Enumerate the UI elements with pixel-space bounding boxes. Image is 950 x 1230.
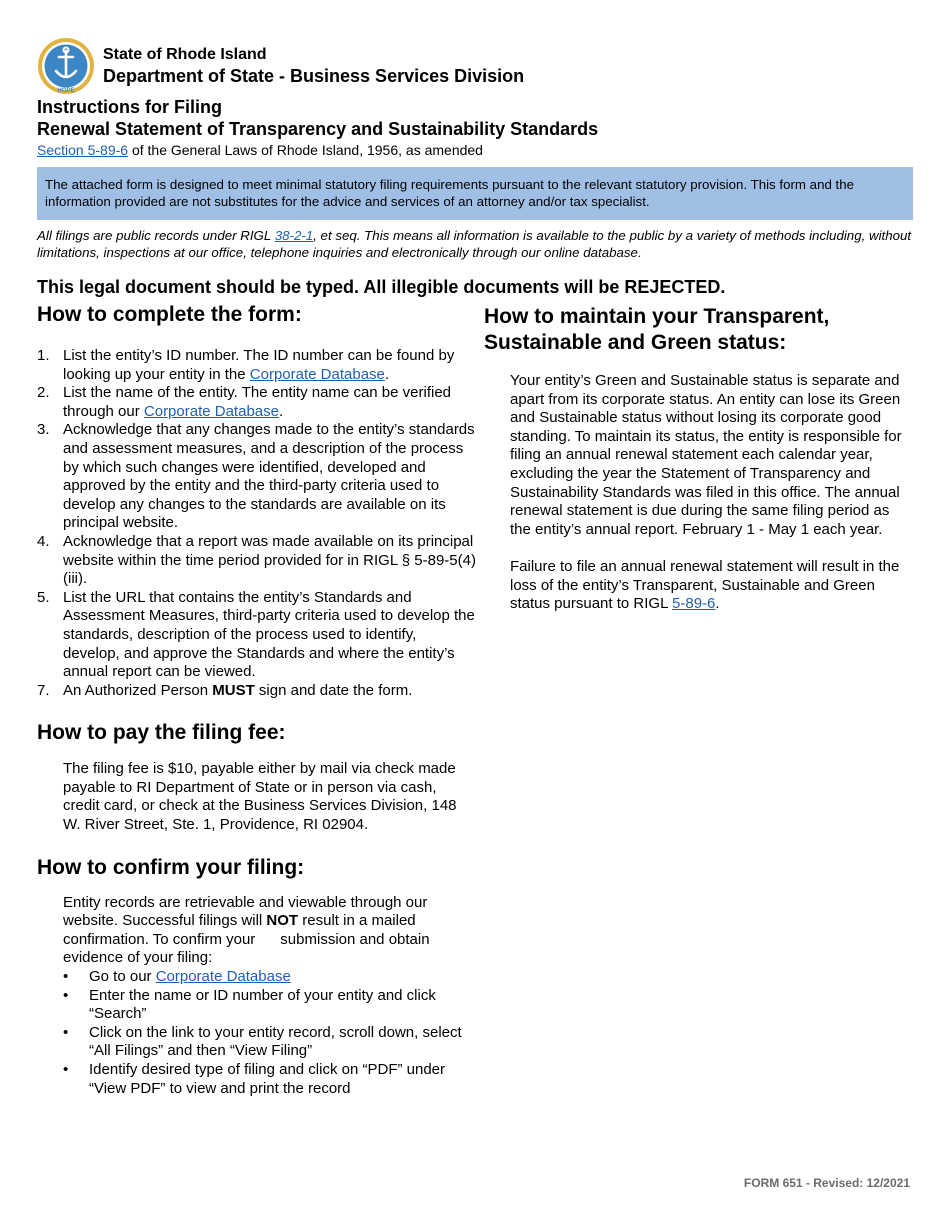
right-column (484, 304, 914, 614)
instructions-title: Instructions for Filing (37, 97, 222, 117)
public-records-note (37, 227, 913, 261)
step-item (37, 384, 477, 421)
confirm-intro (37, 894, 477, 968)
form-footer: FORM 651 - Revised: 12/2021 (743, 1176, 910, 1190)
rigl-5-89-6-link[interactable]: 5-89-6 (672, 595, 716, 613)
confirm-intro-after: result in a mailed confirmation. To confirm your submission and obtain evidence of your filing: (63, 912, 434, 967)
page-header (37, 37, 524, 95)
corporate-database-link[interactable]: Corporate Database (249, 365, 385, 383)
step-number: 1. (37, 347, 50, 364)
rhode-island-seal-icon (37, 37, 95, 95)
maintain-paragraph-2 (484, 558, 914, 614)
step-number: 4. (37, 532, 50, 550)
corporate-database-link[interactable]: Corporate Database (143, 402, 279, 420)
list-item (63, 968, 477, 987)
confirm-steps (37, 968, 477, 1098)
corporate-database-link[interactable]: Corporate Database (155, 968, 291, 986)
step-item (37, 421, 477, 533)
not-emphasis: NOT (266, 912, 299, 930)
step-text: List the name of the entity. The entity name can be verified through our (63, 384, 452, 420)
list-item (63, 1061, 477, 1098)
section-link[interactable]: Section 5-89-6 (37, 142, 129, 158)
step-number: 5. (37, 588, 50, 606)
state-name: State of Rhode Island (103, 46, 267, 63)
bullet: • (63, 1061, 69, 1078)
step-text: Acknowledge that a report was made available on its principal website within the time period provided for in RIGL § 5-89-5(4)(iii). (63, 532, 476, 588)
step-text-end: sign and date the form. (254, 681, 413, 699)
step-number: 3. (37, 421, 50, 439)
step-text-end: . (278, 402, 284, 420)
bullet: • (63, 968, 69, 986)
statute-line (37, 141, 598, 159)
step-text: List the entity’s ID number. The ID number can be found by looking up your entity in the (63, 347, 455, 383)
step-item (37, 682, 477, 701)
step-text-end: . (384, 365, 390, 383)
confirm-heading: How to confirm your filing: (37, 855, 305, 879)
seal-word: HOPE (57, 88, 75, 94)
complete-steps (37, 347, 477, 700)
step-number: 2. (37, 384, 50, 402)
step-number: 7. (37, 681, 50, 699)
legal-warning: This legal document should be typed. All illegible documents will be REJECTED. (37, 277, 726, 297)
form-title: Renewal Statement of Transparency and Sustainability Standards (37, 119, 599, 139)
pay-text: The filing fee is $10, payable either by mail via check made payable to RI Department of State or in person via cash, credit card, or check at the Business Services Division, 148 W. River Street, Ste. 1, Providence, RI 02904. (63, 760, 457, 834)
step-item (37, 533, 477, 589)
rigl-38-2-1-link[interactable]: 38-2-1 (274, 228, 314, 243)
step-item (37, 347, 477, 384)
public-records-after: , et seq. This means all information is available to the public by a variety of methods including, without limitations, inspections at our office, telephone inquiries and electronically through our online database. (37, 228, 912, 260)
bullet-text: Go to our (89, 968, 156, 986)
bullet-text: Click on the link to your entity record, scroll down, select “All Filings” and then “View Filing” (89, 1023, 462, 1060)
department-name: Department of State - Business Services Division (103, 66, 525, 86)
bullet: • (63, 986, 69, 1004)
statute-rest: of the General Laws of Rhode Island, 1956, as amended (128, 142, 483, 158)
bullet-text: Identify desired type of filing and click on “PDF” under “View PDF” to view and print the record (89, 1061, 446, 1097)
bullet-text: Enter the name or ID number of your entity and click “Search” (89, 986, 436, 1023)
step-text: Acknowledge that any changes made to the entity’s standards and assessment measures, and a description of the process by which such changes were identified, developed and approved by the entity and the third-party criteria used to develop any changes to the standards are available on its principal website. (63, 421, 475, 532)
bullet: • (63, 1023, 69, 1041)
notice-box: The attached form is designed to meet minimal statutory filing requirements pursuant to the relevant statutory provision. This form and the information provided are not substitutes for the advice and services of an attorney and/or tax specialist. (37, 167, 913, 220)
list-item (63, 1024, 477, 1061)
document-titles (37, 96, 598, 159)
confirm-intro-before: Entity records are retrievable and viewable through our website. Successful filings will (63, 893, 428, 930)
pay-heading: How to pay the filing fee: (37, 721, 286, 745)
step-text: An Authorized Person (63, 681, 213, 699)
maintain-heading: How to maintain your Transparent, Sustainable and Green status: (484, 305, 830, 354)
maintain-p2-before: Failure to file an annual renewal statement will result in the loss of the entity’s Transparent, Sustainable and Green status pursuant to RIGL (510, 557, 900, 613)
public-records-before: All filings are public records under RIGL (37, 228, 275, 243)
must-emphasis: MUST (212, 681, 255, 699)
left-column (37, 302, 477, 1098)
list-item (63, 987, 477, 1024)
step-text: List the URL that contains the entity’s Standards and Assessment Measures, third-party criteria used to develop the standards, description of the process used to identify, develop, and approve the Standards and where the entity’s annual report can be viewed. (63, 588, 475, 681)
maintain-paragraph-1: Your entity’s Green and Sustainable status is separate and apart from its corporate status. An entity can lose its Green and Sustainable status without losing its corporate good standing. To maintain its status, the entity is responsible for filing an annual renewal statement each calendar year, excluding the year the Statement of Transparency and Sustainability Standards was filed in this office. The annual renewal statement is due during the same filing period as the entity’s annual report. February 1 - May 1 each year. (510, 372, 902, 538)
complete-heading: How to complete the form: (37, 303, 302, 326)
maintain-p2-after: . (715, 595, 720, 613)
step-item (37, 589, 477, 682)
